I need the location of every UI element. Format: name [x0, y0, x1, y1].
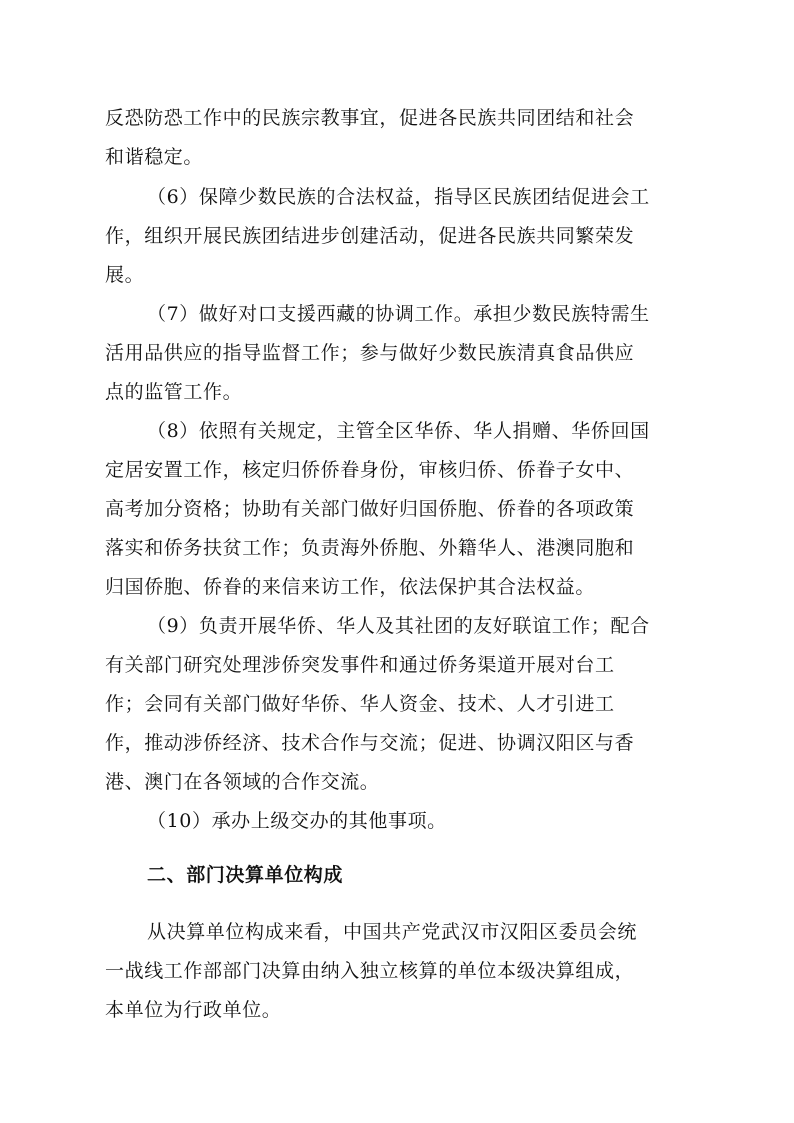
text-line: 从决算单位构成来看，中国共产党武汉市汉阳区委员会统 — [147, 921, 638, 943]
text-line: 展。 — [105, 264, 145, 286]
text-line: 本单位为行政单位。 — [105, 999, 282, 1021]
text-line: （6）保障少数民族的合法权益，指导区民族团结促进会工 — [147, 186, 650, 208]
text-line: 定居安置工作，核定归侨侨眷身份，审核归侨、侨眷子女中、 — [105, 459, 635, 481]
text-line: 活用品供应的指导监督工作；参与做好少数民族清真食品供应 — [105, 342, 635, 364]
text-line: 港、澳门在各领域的合作交流。 — [105, 771, 380, 793]
text-line: （7）做好对口支援西藏的协调工作。承担少数民族特需生 — [147, 303, 650, 325]
text-line: 一战线工作部部门决算由纳入独立核算的单位本级决算组成， — [105, 960, 635, 982]
text-line: 作；会同有关部门做好华侨、华人资金、技术、人才引进工 — [105, 693, 615, 715]
text-line: 高考加分资格；协助有关部门做好归国侨胞、侨眷的各项政策 — [105, 498, 635, 520]
text-line: 作，推动涉侨经济、技术合作与交流；促进、协调汉阳区与香 — [105, 732, 635, 754]
text-line: 落实和侨务扶贫工作；负责海外侨胞、外籍华人、港澳同胞和 — [105, 537, 635, 559]
text-line: 和谐稳定。 — [105, 146, 204, 168]
text-line: 点的监管工作。 — [105, 381, 243, 403]
text-line: 作，组织开展民族团结进步创建活动，促进各民族共同繁荣发 — [105, 225, 635, 247]
text-line: （9）负责开展华侨、华人及其社团的友好联谊工作；配合 — [147, 615, 650, 637]
section-heading: 二、部门决算单位构成 — [147, 864, 344, 886]
text-line: （10）承办上级交办的其他事项。 — [147, 810, 447, 832]
text-line: 反恐防恐工作中的民族宗教事宜，促进各民族共同团结和社会 — [105, 107, 635, 129]
text-line: 有关部门研究处理涉侨突发事件和通过侨务渠道开展对台工 — [105, 654, 615, 676]
text-line: 归国侨胞、侨眷的来信来访工作，依法保护其合法权益。 — [105, 576, 596, 598]
text-line: （8）依照有关规定，主管全区华侨、华人捐赠、华侨回国 — [147, 420, 650, 442]
